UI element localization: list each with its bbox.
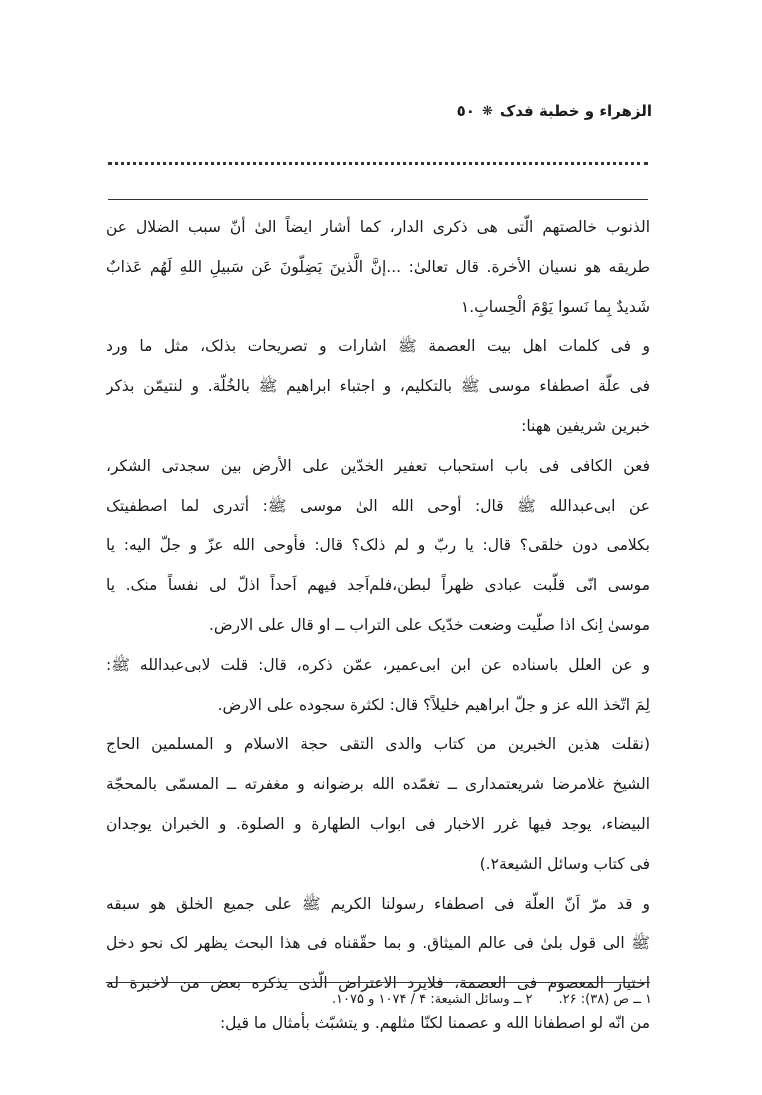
text-line: (نقلت هذین الخبرین من کتاب والدی التقی حجة الاسلام و المسلمین الحاج: [106, 735, 650, 754]
text-line: فعن الکافی فی باب استحباب تعفیر الخدّین علی الأرض بین سجدتی الشکر،: [106, 456, 650, 475]
text-line: لِمَ اتّخذ الله عز و جلّ ابراهیم خلیلاً؟ قال: لکثرة سجوده علی الارض.: [217, 695, 650, 714]
text-line: شَدیدٌ بِما نَسوا یَوْمَ الْحِسابِ.١: [460, 297, 650, 316]
paragraph: [106, 646, 650, 726]
paragraph: [106, 208, 650, 327]
text-line: من انّه لو اصطفانا الله و عصمنا لکنّا مثلهم. و یتشبّث بأمثال ما قیل:: [219, 1013, 650, 1032]
text-line: و عن العلل باسناده عن ابن ابی‌عمیر، عمّن ذکره، قال: قلت لابی‌عبدالله ﷺ:: [106, 655, 650, 674]
main-text: [106, 208, 650, 1044]
text-line: البیضاء، یوجد فیها غرر الاخبار فی ابواب الطهارة و الصلوة. و الخبران یوجدان: [106, 814, 650, 833]
text-line: موسی انّی قلّبت عبادی ظهراً لبطن،فلم‌اَجد فیهم اَحداً اذلّ لی نفساً منک. یا: [106, 576, 650, 595]
text-line: و قد مرّ اَنّ العلّة فی اصطفاء رسولنا الکریم ﷺ علی جمیع الخلق هو سبقه: [106, 894, 650, 913]
text-line: خبرین شریفین ههنا:: [521, 416, 650, 435]
text-line: بکلامی دون خلقی؟ قال: یا ربّ و لم ذلک؟ قال: فأوحی الله عزّ و جلّ الیه: یا: [106, 536, 650, 555]
text-line: فی کتاب وسائل الشیعة٢.): [479, 854, 650, 873]
paragraph: [106, 885, 650, 1044]
text-line: و فی کلمات اهل بیت العصمة ﷺ اشارات و تصریحات بذلک، مثل ما ورد: [106, 337, 650, 356]
footnotes: [140, 992, 652, 1007]
text-line: عن ابی‌عبدالله ﷺ قال: أوحی الله الیٰ موسی ﷺ: أتدری لما اصطفیتک: [106, 496, 650, 515]
text-line: فی علّة اصطفاء موسی ﷺ بالتکلیم، و اجتباء ابراهیم ﷺ بالخُلّة. و لنتیمّن بذکر: [106, 377, 650, 396]
paragraph: [106, 447, 650, 646]
page-number: ٥٠: [456, 102, 475, 120]
paragraph: [106, 327, 650, 446]
text-line: طریقه هو نسیان الأخرة. قال تعالیٰ: ...إنَّ الَّذینَ یَضِلّونَ عَن سَبیلِ اللهِ لَهُم عَذابٌ: [106, 257, 650, 276]
footnote-2: ٢ ــ وسائل الشیعة: ۴ / ١٠٧۴ و ١٠٧۵.: [331, 992, 533, 1007]
paragraph: [106, 725, 650, 884]
running-header: [457, 102, 652, 120]
separator-ornament-icon: ❋: [481, 103, 493, 119]
header-rule: [108, 199, 648, 200]
text-line: الذنوب خالصتهم الّتی هی ذکری الدار، کما أشار ایضاً الیٰ أنّ سبب الضلال عن: [106, 218, 650, 236]
text-line: الشیخ غلامرضا شریعتمداری ــ تغمّده الله برضوانه و مغفرته ــ المسمّی بالمحجّة: [106, 775, 650, 794]
footnote-rule: [106, 982, 650, 983]
text-line: موسیٰ اِنک اذا صلّیت وضعت خدّیک علی التراب ــ او قال علی الارض.: [208, 615, 650, 634]
dotted-divider: [108, 162, 648, 165]
footnote-1: ١ ــ ص (٣٨): ٢۶.: [558, 992, 652, 1007]
text-line: ﷺ الی قول بلیٰ فی عالم المیثاق. و بما حقّقناه فی هذا البحث یظهر لک نحو دخل: [106, 934, 650, 953]
book-title: الزهراء و خطبة فدک: [499, 102, 652, 120]
text-line: اختیار المعصوم فی العصمة، فلایرد الاعتراض الّذی یذکره بعض من لاخبرة له: [106, 974, 650, 993]
